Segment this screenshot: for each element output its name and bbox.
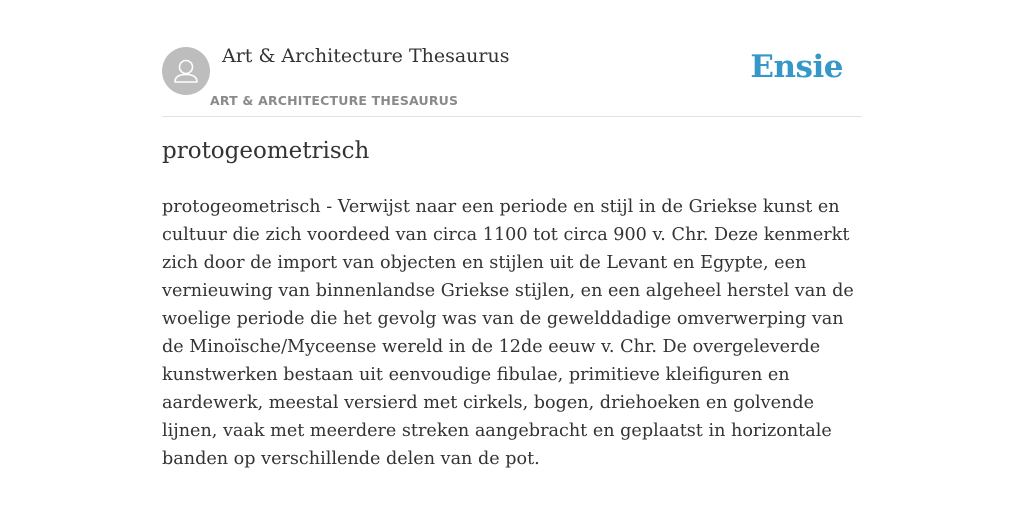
entry-title: protogeometrisch <box>162 138 370 164</box>
source-subtitle: ART & ARCHITECTURE THESAURUS <box>210 93 459 108</box>
avatar-silhouette-icon <box>162 47 210 95</box>
entry-definition: protogeometrisch - Verwijst naar een periode en stijl in de Griekse kunst en cultuur die zich voordeed van circa 1100 tot circa 900 v. Chr. Deze kenmerkt zich door de import van objecten en stijlen uit de Levant en Egypte, een vernieuwing van binnenlandse Griekse stijlen, en een algeheel herstel van de woelige periode die het gevolg was van de gewelddadige omverwerping van de Minoïsche/Myceense wereld in de 12de eeuw v. Chr. De overgeleverde kunstwerken bestaan uit eenvoudige fibulae, primitieve kleifiguren en aardewerk, meestal versierd met cirkels, bogen, driehoeken en golvende lijnen, vaak met meerdere streken aangebracht en geplaatst in horizontale banden op verschillende delen van de pot. <box>162 197 854 469</box>
user-avatar-icon[interactable] <box>162 47 210 95</box>
ensie-logo[interactable]: Ensie <box>750 49 843 85</box>
source-name[interactable]: Art & Architecture Thesaurus <box>222 45 510 67</box>
entry-header <box>162 0 862 117</box>
entry-card <box>162 0 862 469</box>
